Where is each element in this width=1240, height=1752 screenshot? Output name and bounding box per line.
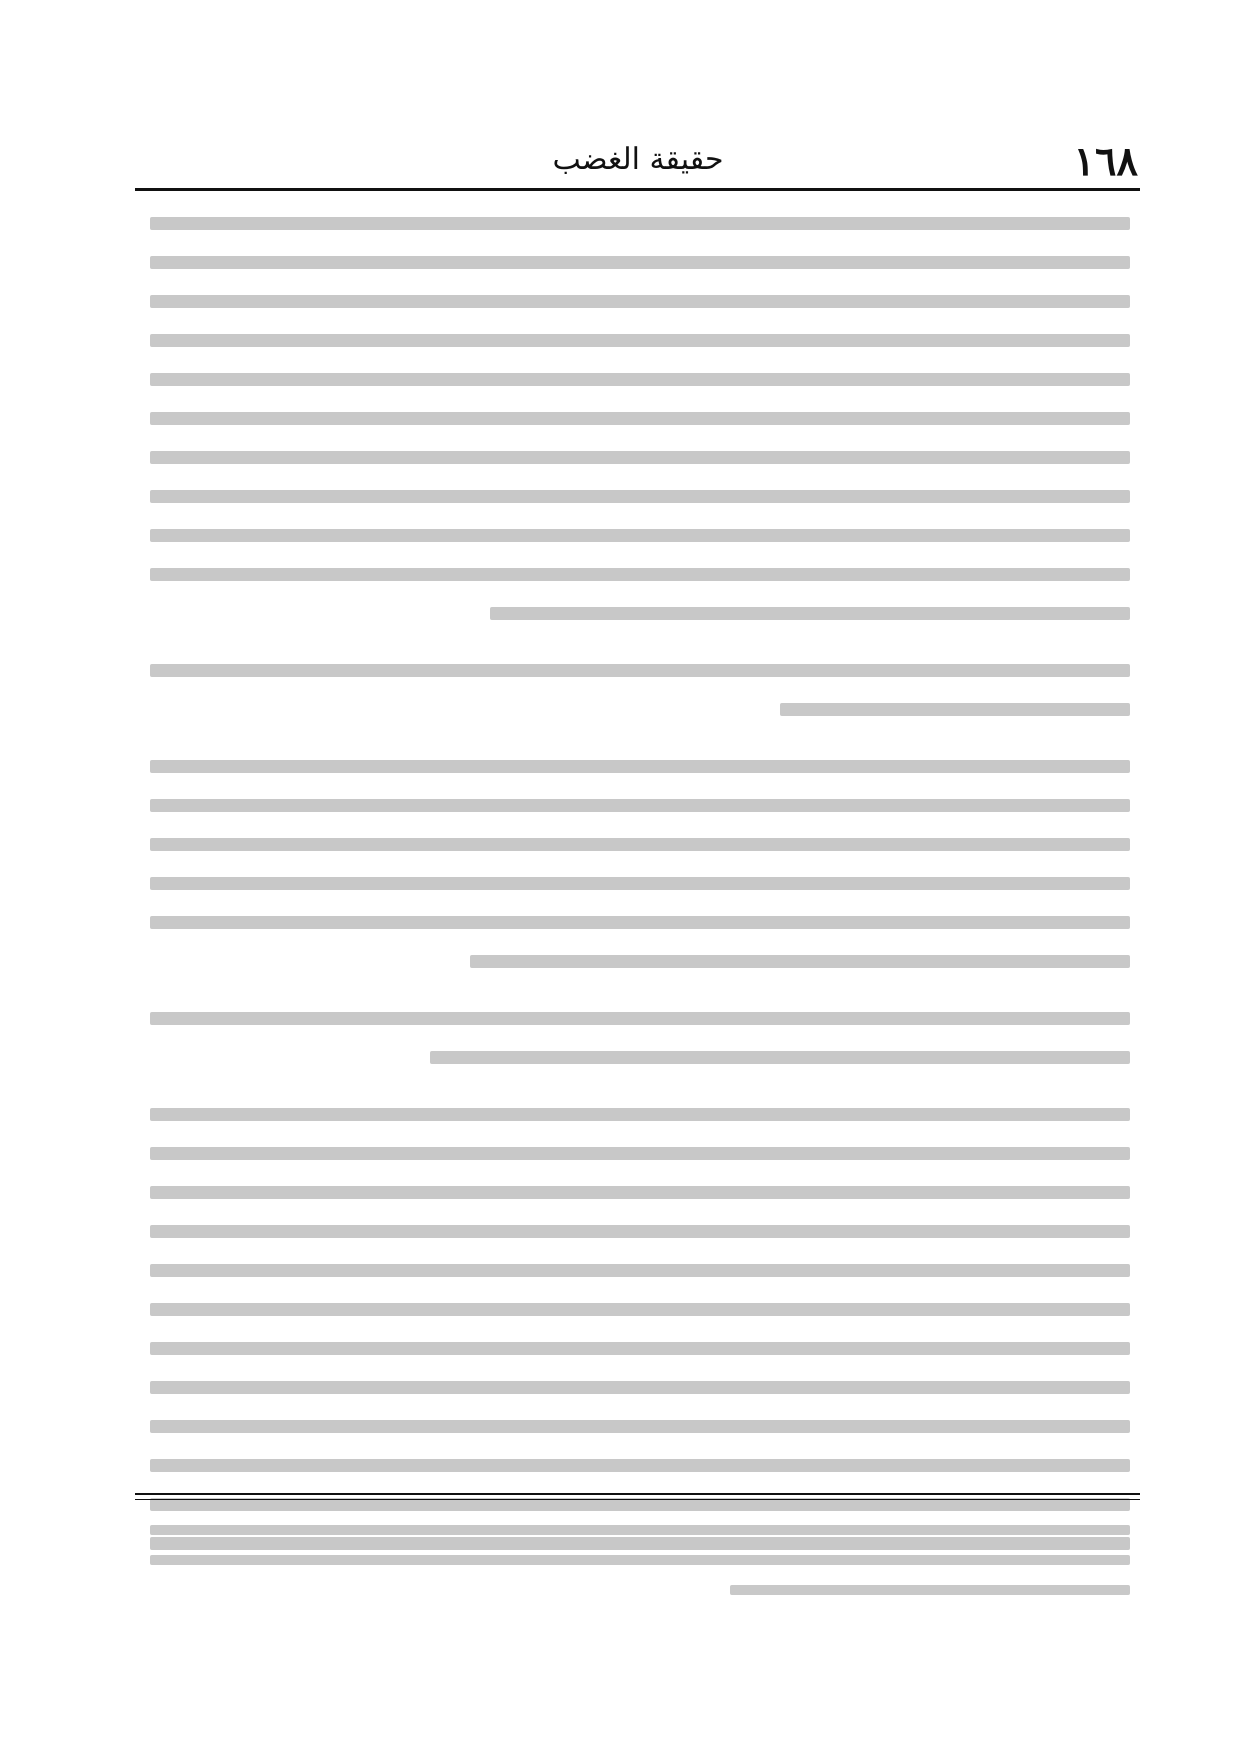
text-line: [150, 595, 1130, 634]
text-line: [150, 1174, 1130, 1213]
footnote-line: [150, 1545, 1130, 1575]
text-line-ink: [150, 451, 1130, 464]
text-line-ink: [780, 703, 1130, 716]
text-line: [150, 865, 1130, 904]
text-line-ink: [150, 490, 1130, 503]
body-text: [150, 205, 1130, 1564]
text-line: [150, 1000, 1130, 1039]
text-line: [150, 517, 1130, 556]
footnote-line: [150, 1515, 1130, 1545]
text-line: [150, 361, 1130, 400]
text-line-ink: [150, 1108, 1130, 1121]
text-line: [150, 1135, 1130, 1174]
text-line: [150, 244, 1130, 283]
text-line-ink: [430, 1051, 1130, 1064]
text-line: [150, 439, 1130, 478]
header-rule: [135, 188, 1140, 191]
text-line-ink: [150, 1381, 1130, 1394]
footnote-line-ink: [730, 1585, 1130, 1595]
text-line: [150, 1447, 1130, 1486]
footnote-rule-thin: [135, 1499, 1140, 1500]
text-line-ink: [150, 217, 1130, 230]
text-line-ink: [150, 529, 1130, 542]
text-line-ink: [490, 607, 1130, 620]
text-line: [150, 1330, 1130, 1369]
footnote-line-ink: [150, 1555, 1130, 1565]
footnote-line-ink: [150, 1525, 1130, 1535]
text-line-ink: [150, 1459, 1130, 1472]
text-line-ink: [150, 1186, 1130, 1199]
page-header: [138, 138, 1138, 190]
text-line: [150, 904, 1130, 943]
text-line-ink: [150, 799, 1130, 812]
footnotes: [150, 1515, 1130, 1605]
text-line-ink: [150, 838, 1130, 851]
text-line-ink: [150, 1342, 1130, 1355]
page-number: ١٦٨: [1073, 138, 1138, 185]
text-line: [150, 652, 1130, 691]
text-line: [150, 478, 1130, 517]
text-line-ink: [150, 256, 1130, 269]
text-line: [150, 748, 1130, 787]
text-line: [150, 826, 1130, 865]
text-line: [150, 787, 1130, 826]
text-line-ink: [150, 760, 1130, 773]
text-line: [150, 205, 1130, 244]
text-line-ink: [150, 334, 1130, 347]
text-line: [150, 691, 1130, 730]
text-line: [150, 283, 1130, 322]
text-line-ink: [150, 1420, 1130, 1433]
text-line: [150, 1252, 1130, 1291]
running-title: حقيقة الغضب: [552, 142, 724, 177]
text-line: [150, 1096, 1130, 1135]
text-line-ink: [150, 877, 1130, 890]
text-line: [150, 1213, 1130, 1252]
text-line: [150, 943, 1130, 982]
text-line-ink: [150, 1225, 1130, 1238]
text-line-ink: [470, 955, 1130, 968]
text-line-ink: [150, 1264, 1130, 1277]
text-line: [150, 1039, 1130, 1078]
text-line-ink: [150, 295, 1130, 308]
footnote-line: [150, 1575, 1130, 1605]
text-line-ink: [150, 916, 1130, 929]
text-line-ink: [150, 568, 1130, 581]
text-line-ink: [150, 1012, 1130, 1025]
text-line-ink: [150, 373, 1130, 386]
text-line: [150, 1369, 1130, 1408]
footnote-rule: [135, 1493, 1140, 1495]
text-line: [150, 400, 1130, 439]
text-line-ink: [150, 664, 1130, 677]
text-line-ink: [150, 412, 1130, 425]
text-line: [150, 322, 1130, 361]
text-line-ink: [150, 1147, 1130, 1160]
text-line: [150, 556, 1130, 595]
text-line: [150, 1408, 1130, 1447]
text-line-ink: [150, 1303, 1130, 1316]
text-line: [150, 1291, 1130, 1330]
